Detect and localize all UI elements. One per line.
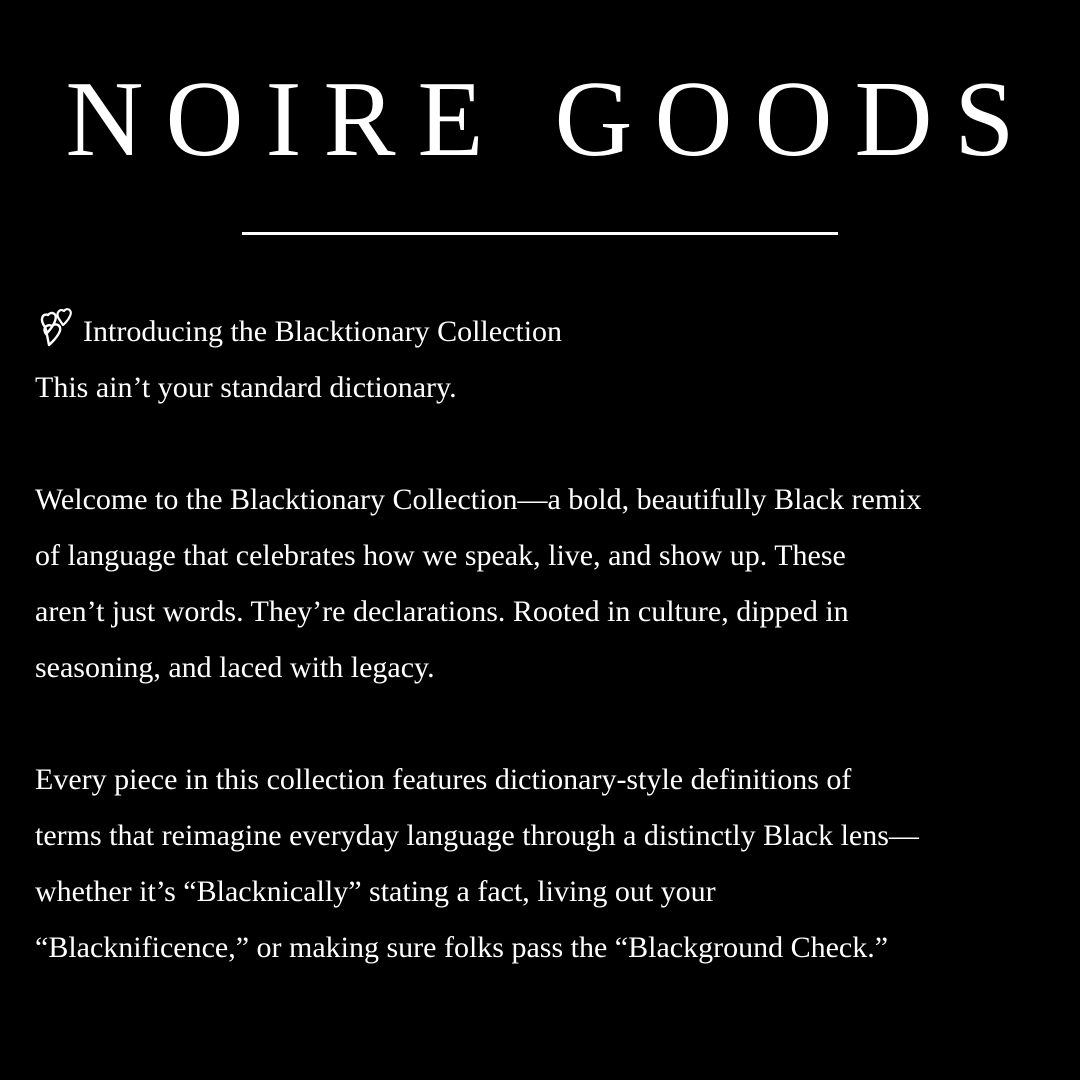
paragraph2-line: whether it’s “Blacknically” stating a fact, living out your [35,875,716,908]
paragraph1-line: of language that celebrates how we speak, live, and show up. These [35,539,846,572]
intro-tagline: This ain’t your standard dictionary. [35,371,457,404]
paragraph-spacer [35,416,1055,472]
paragraph1-line: Welcome to the Blacktionary Collection—a bold, beautifully Black remix [35,483,922,516]
paragraph-spacer [35,696,1055,752]
title-divider [242,232,838,235]
paragraph2-line: “Blacknificence,” or making sure folks pass the “Blackground Check.” [35,931,889,964]
intro-heading-line [35,304,1055,360]
intro-heading: Introducing the Blacktionary Collection [83,315,563,348]
paragraph2-line: Every piece in this collection features dictionary-style definitions of [35,763,852,796]
brand-title: NOIRE GOODS [65,60,1037,179]
paragraph1-line: seasoning, and laced with legacy. [35,651,435,684]
paragraph2-line: terms that reimagine everyday language through a distinctly Black lens— [35,819,919,852]
paragraph1-line: aren’t just words. They’re declarations. Rooted in culture, dipped in [35,595,849,628]
two-hearts-outline-icon [35,305,77,353]
post-body [35,304,1055,976]
